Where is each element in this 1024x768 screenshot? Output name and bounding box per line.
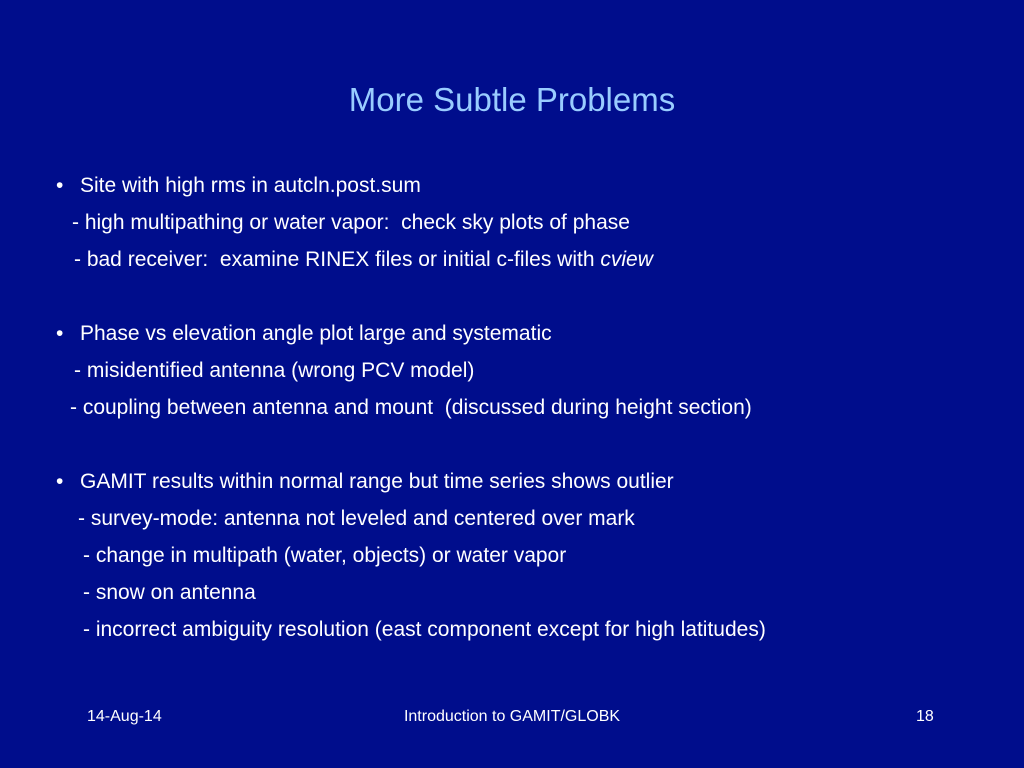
bullet-2-sub-1: - misidentified antenna (wrong PCV model) xyxy=(74,359,475,382)
page-number: 18 xyxy=(916,708,934,725)
cview-emphasis: cview xyxy=(600,248,653,271)
bullet-3-sub-2: - change in multipath (water, objects) or water vapor xyxy=(83,544,567,567)
bullet-icon: • xyxy=(56,174,64,197)
bullet-1-sub-2-text: - bad receiver: examine RINEX files or initial c-files with xyxy=(74,248,601,271)
bullet-3-text: GAMIT results within normal range but time series shows outlier xyxy=(80,470,674,493)
bullet-icon: • xyxy=(56,470,64,493)
bullet-2-text: Phase vs elevation angle plot large and systematic xyxy=(80,322,552,345)
slide-title: More Subtle Problems xyxy=(348,81,676,118)
footer-title: Introduction to GAMIT/GLOBK xyxy=(403,708,621,725)
bullet-3-sub-3: - snow on antenna xyxy=(83,581,256,604)
bullet-icon: • xyxy=(56,322,64,345)
bullet-1-sub-1: - high multipathing or water vapor: check sky plots of phase xyxy=(72,211,630,234)
bullet-1-sub-2 xyxy=(74,246,653,274)
footer-date: 14-Aug-14 xyxy=(87,708,162,725)
bullet-3-sub-1: - survey-mode: antenna not leveled and centered over mark xyxy=(78,507,635,530)
bullet-1-text: Site with high rms in autcln.post.sum xyxy=(80,174,421,197)
bullet-2-sub-2: - coupling between antenna and mount (discussed during height section) xyxy=(70,396,752,419)
bullet-3-sub-4: - incorrect ambiguity resolution (east component except for high latitudes) xyxy=(83,618,766,641)
